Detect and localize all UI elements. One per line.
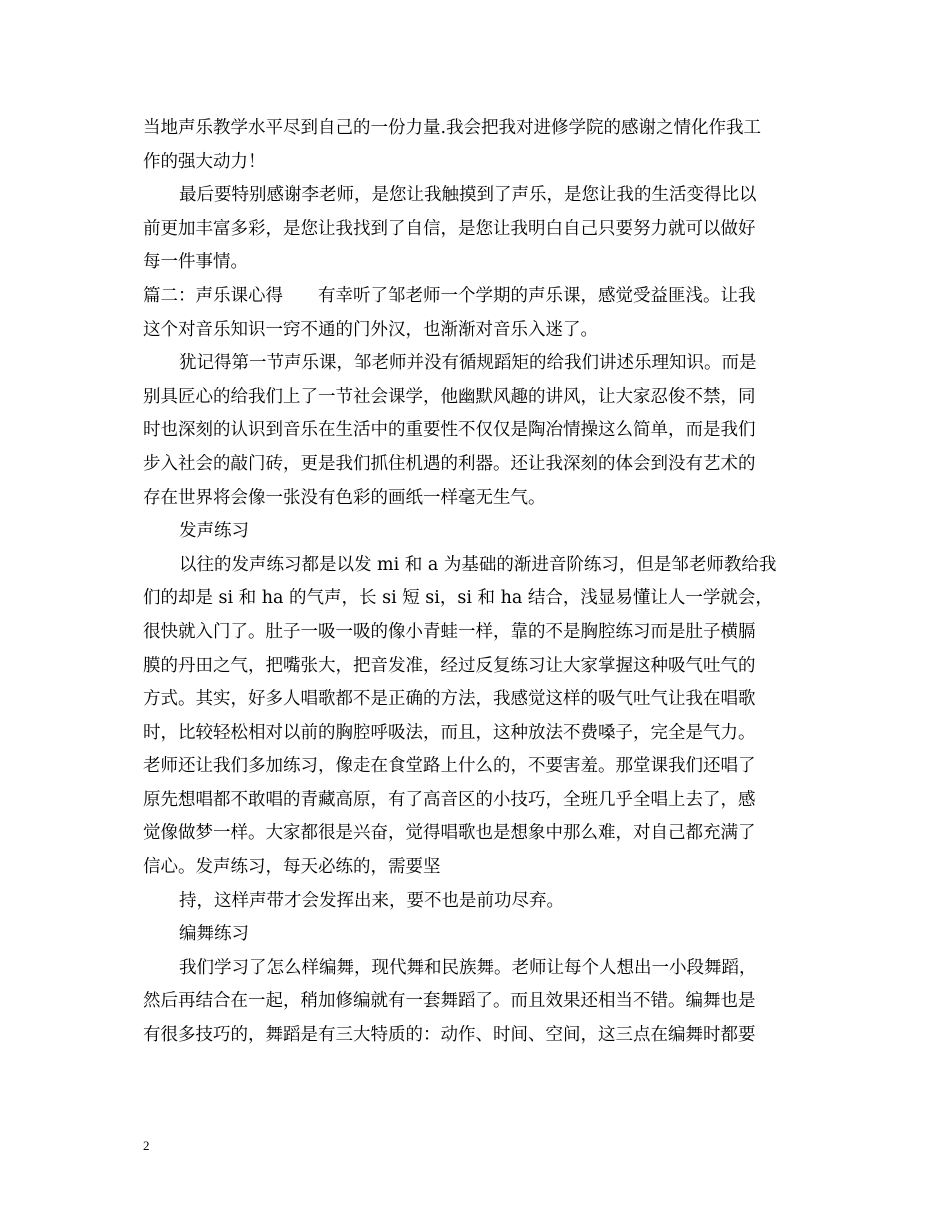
text-line: 我们学习了怎么样编舞，现代舞和民族舞。老师让每个人想出一小段舞蹈，	[179, 957, 757, 978]
subheading-line: 发声练习	[179, 521, 249, 542]
text-line: 时，比较轻松相对以前的胸腔呼吸法，而且，这种放法不费嗓子，完全是气力。	[143, 722, 756, 743]
subheading-line: 编舞练习	[179, 924, 249, 945]
text-line: 别具匠心的给我们上了一节社会课学，他幽默风趣的讲风，让大家忍俊不禁，同	[143, 386, 756, 407]
text-line: 信心。发声练习，每天必练的，需要坚	[143, 857, 441, 878]
text-line: 方式。其实，好多人唱歌都不是正确的方法，我感觉这样的吸气吐气让我在唱歌	[143, 689, 756, 710]
text-line: 原先想唱都不敢唱的青藏高原，有了高音区的小技巧，全班几乎全唱上去了，感	[143, 789, 756, 810]
section-heading-line: 篇二：声乐课心得 有幸听了邹老师一个学期的声乐课，感觉受益匪浅。让我	[143, 285, 756, 306]
text-line: 持，这样声带才会发挥出来，要不也是前功尽弃。	[179, 890, 564, 911]
text-line: 最后要特别感谢李老师，是您让我触摸到了声乐，是您让我的生活变得比以	[179, 185, 757, 206]
text-line: 老师还让我们多加练习，像走在食堂路上什么的，不要害羞。那堂课我们还唱了	[143, 756, 756, 777]
text-line: 们的却是 si 和 ha 的气声，长 si 短 si，si 和 ha 结合，浅显易懂让人一学就会，	[143, 588, 773, 609]
text-line: 每一件事情。	[143, 252, 248, 273]
text-line: 步入社会的敲门砖，更是我们抓住机遇的利器。还让我深刻的体会到没有艺术的	[143, 453, 756, 474]
text-line: 当地声乐教学水平尽到自己的一份力量.我会把我对进修学院的感谢之情化作我工	[143, 118, 762, 138]
text-line: 很快就入门了。肚子一吸一吸的像小青蛙一样，靠的不是胸腔练习而是肚子横膈	[143, 621, 756, 642]
document-body	[143, 112, 811, 1053]
text-line: 以往的发声练习都是以发 mi 和 a 为基础的渐进音阶练习，但是邹老师教给我	[179, 554, 777, 575]
text-line: 然后再结合在一起，稍加修编就有一套舞蹈了。而且效果还相当不错。编舞也是	[143, 991, 756, 1012]
text-line: 作的强大动力！	[143, 151, 266, 172]
text-line: 前更加丰富多彩，是您让我找到了自信，是您让我明白自己只要努力就可以做好	[143, 218, 756, 239]
text-line: 觉像做梦一样。大家都很是兴奋，觉得唱歌也是想象中那么难，对自己都充满了	[143, 823, 756, 844]
text-line: 时也深刻的认识到音乐在生活中的重要性不仅仅是陶冶情操这么简单，而是我们	[143, 420, 756, 441]
text-line: 这个对音乐知识一窍不通的门外汉，也渐渐对音乐入迷了。	[143, 319, 598, 340]
text-line: 有很多技巧的，舞蹈是有三大特质的：动作、时间、空间，这三点在编舞时都要	[143, 1025, 756, 1046]
text-line: 存在世界将会像一张没有色彩的画纸一样毫无生气。	[143, 487, 546, 508]
text-line: 膜的丹田之气，把嘴张大，把音发准，经过反复练习让大家掌握这种吸气吐气的	[143, 655, 756, 676]
page-number: 2	[143, 1138, 150, 1153]
text-line: 犹记得第一节声乐课，邹老师并没有循规蹈矩的给我们讲述乐理知识。而是	[179, 353, 757, 374]
text-block	[143, 112, 811, 1053]
